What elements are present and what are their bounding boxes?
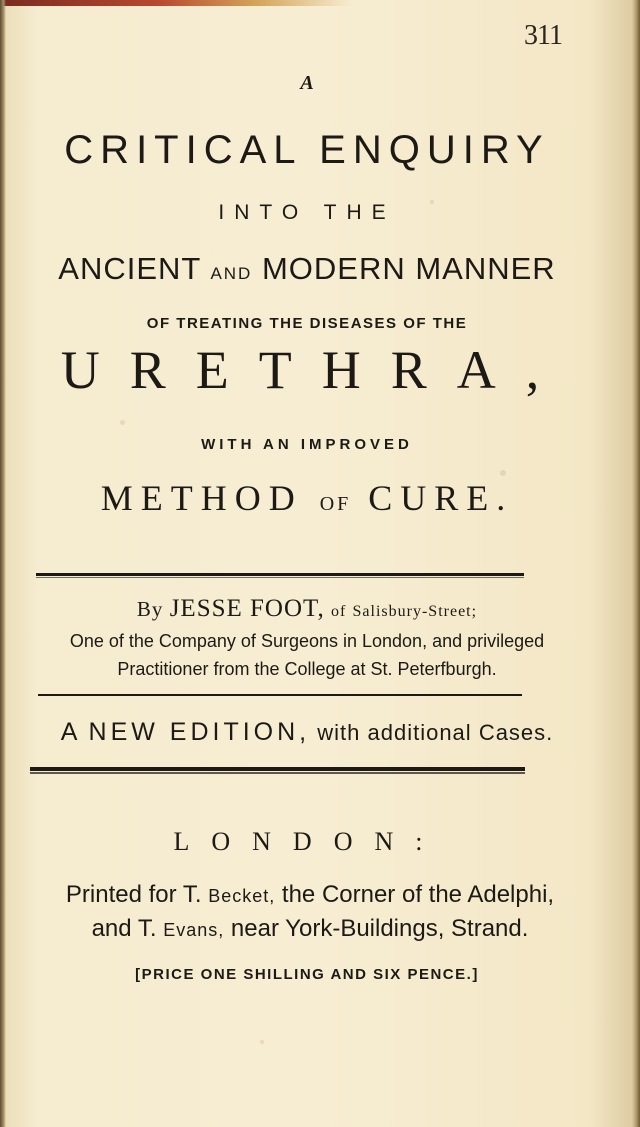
author-of: of	[330, 603, 347, 620]
edition-cases: Cases.	[478, 720, 554, 745]
foxing-spot	[500, 470, 506, 476]
author-by: By	[136, 597, 164, 621]
title-cure: CURE.	[368, 478, 514, 518]
title-main: CRITICAL ENQUIRY	[64, 128, 550, 172]
author-credential-2: Practitioner from the College at St. Peterfburgh.	[117, 659, 497, 679]
imprint-city: LONDON:	[173, 827, 445, 856]
foxing-spot	[120, 420, 125, 425]
title-ancient-modern	[0, 251, 640, 287]
title-into: INTO THE	[218, 201, 396, 224]
author-line	[0, 595, 640, 623]
title-modern-manner: MODERN MANNER	[261, 251, 556, 286]
edition-a: A	[60, 718, 82, 746]
imprint-price: [PRICE ONE SHILLING AND SIX PENCE.]	[135, 966, 479, 983]
divider-rule	[38, 694, 522, 696]
title-article: A	[300, 72, 314, 94]
top-edge-stain	[0, 0, 640, 6]
foxing-spot	[260, 1040, 264, 1044]
title-ancient: ANCIENT	[58, 251, 201, 286]
author-credential-1: One of the Company of Surgeons in London, and privileged	[69, 631, 545, 651]
author-name: JESSE FOOT,	[169, 595, 325, 622]
imprint-and: and T.	[91, 915, 157, 942]
author-address: Salisbury-Street;	[352, 603, 478, 620]
edition-rest: with additional	[317, 720, 472, 745]
imprint-and-line	[0, 915, 640, 943]
edition-line	[0, 718, 640, 747]
divider-rule	[36, 577, 524, 578]
title-urethra: URETHRA,	[60, 340, 570, 400]
imprint-printed-rest: the Corner of the Adelphi,	[281, 881, 555, 908]
imprint-becket: Becket,	[208, 886, 276, 906]
title-of: OF	[319, 493, 352, 515]
title-and: AND	[210, 264, 253, 283]
title-with: WITH AN IMPROVED	[201, 436, 413, 453]
imprint-and-rest: near York-Buildings, Strand.	[230, 915, 529, 942]
imprint-evans: Evans,	[163, 920, 225, 940]
title-method-word: METHOD	[100, 478, 303, 518]
page-number: 311	[524, 20, 562, 51]
divider-rule	[30, 772, 525, 774]
divider-rule	[30, 767, 525, 771]
imprint-printed: Printed for T.	[65, 881, 202, 908]
edition-new: NEW EDITION,	[88, 718, 311, 746]
title-treating: OF TREATING THE DISEASES OF THE	[146, 315, 468, 332]
imprint-printed-line	[0, 881, 640, 909]
title-method	[0, 477, 640, 519]
divider-rule	[36, 573, 524, 576]
